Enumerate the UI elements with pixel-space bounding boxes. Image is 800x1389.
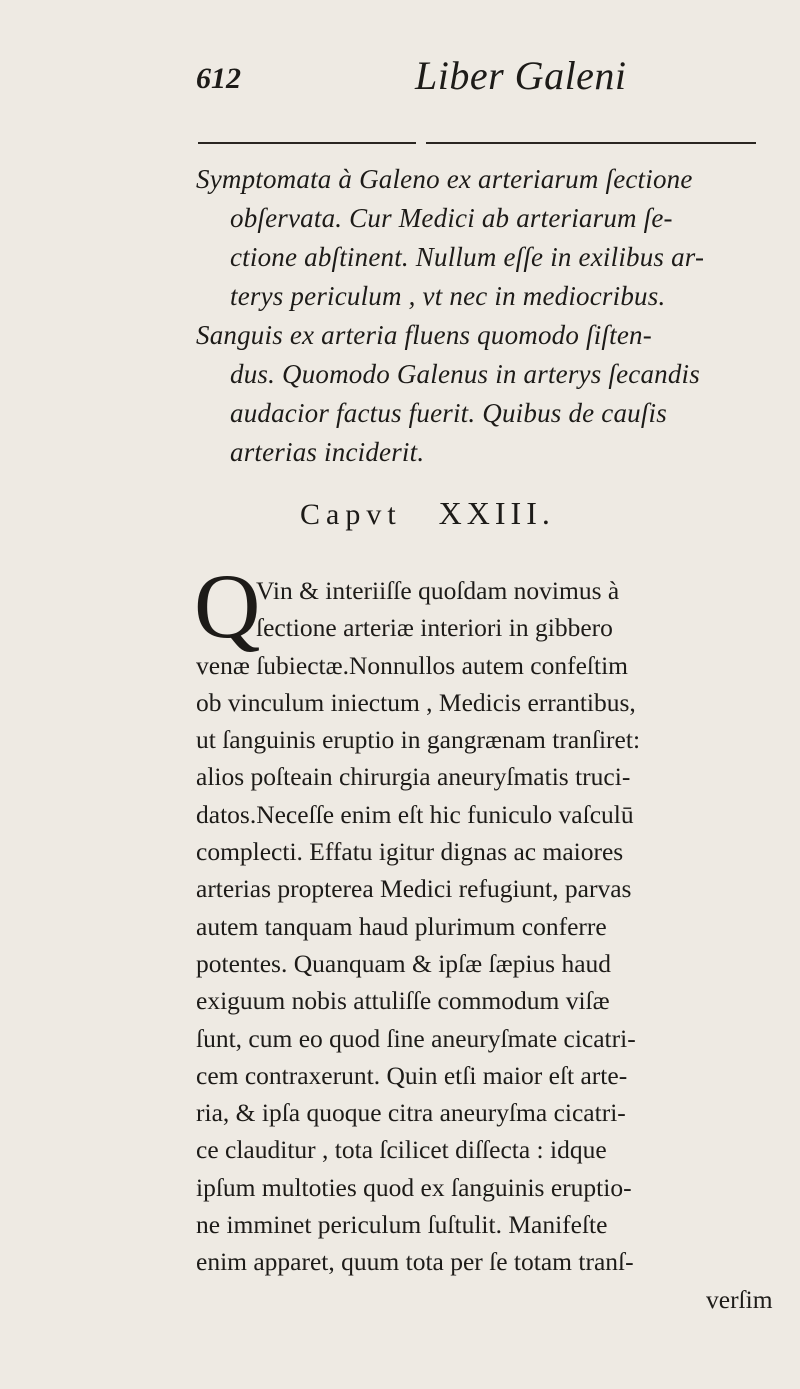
body-line: autem tanquam haud plurimum conferre	[196, 911, 607, 941]
body-line: ut ſanguinis eruptio in gangrænam tranſiret:	[196, 725, 641, 755]
body-line: venæ ſubiectæ.Nonnullos autem confeſtim	[196, 650, 629, 680]
summary-line: terys periculum , vt nec in mediocribus.	[230, 281, 666, 311]
chapter-number: XXIII.	[438, 495, 555, 531]
chapter-label: Capvt	[300, 498, 402, 531]
summary-line: ctione abſtinent. Nullum eſſe in exilibus ar-	[230, 242, 705, 272]
body-line: ob vinculum iniectum , Medicis errantibus,	[196, 687, 636, 717]
running-head	[0, 52, 800, 112]
header-rule-left	[198, 142, 416, 144]
body-line: alios poſteain chirurgia aneuryſmatis truci-	[196, 762, 631, 792]
page-number: 612	[196, 62, 241, 95]
body-line: ſunt, cum eo quod ſine aneuryſmate cicatri-	[196, 1023, 636, 1053]
summary-line: Sanguis ex arteria fluens quomodo ſiſten-	[196, 320, 652, 350]
body-line: datos.Neceſſe enim eſt hic funiculo vaſculū	[196, 799, 634, 829]
body-line: enim apparet, quum tota per ſe totam tranſ-	[196, 1247, 634, 1277]
drop-cap: Q	[194, 555, 261, 657]
summary-line: arterias inciderit.	[230, 437, 425, 467]
body-line: ce clauditur , tota ſcilicet diſſecta : idque	[196, 1135, 607, 1165]
body-line: ne imminet periculum ſuſtulit. Manifeſte	[196, 1210, 608, 1240]
catchword: verſim	[706, 1284, 773, 1314]
summary-line: obſervata. Cur Medici ab arteriarum ſe-	[230, 203, 673, 233]
running-title: Liber Galeni	[415, 53, 627, 98]
body-line: ſectione arteriæ interiori in gibbero	[256, 613, 613, 643]
body-line: arterias propterea Medici refugiunt, parvas	[196, 874, 632, 904]
body-line: potentes. Quanquam & ipſæ ſæpius haud	[196, 948, 612, 978]
header-rule-right	[426, 142, 756, 144]
summary-line: dus. Quomodo Galenus in arterys ſecandis	[230, 359, 700, 389]
body-line: complecti. Effatu igitur dignas ac maiores	[196, 837, 624, 867]
body-line: cem contraxerunt. Quin etſi maior eſt arte-	[196, 1060, 628, 1090]
body-line: ria, & ipſa quoque citra aneuryſma cicatri-	[196, 1098, 626, 1128]
summary-line: Symptomata à Galeno ex arteriarum ſectione	[196, 164, 693, 194]
chapter-heading	[300, 495, 750, 532]
body-text	[196, 572, 796, 1318]
summary-line: audacior factus fuerit. Quibus de cauſis	[230, 398, 667, 428]
body-line: exiguum nobis attuliſſe commodum viſæ	[196, 986, 610, 1016]
body-line: Vin & interiiſſe quoſdam novimus à	[256, 576, 620, 605]
chapter-summary	[196, 160, 796, 472]
body-line: ipſum multoties quod ex ſanguinis eruptio-	[196, 1172, 632, 1202]
